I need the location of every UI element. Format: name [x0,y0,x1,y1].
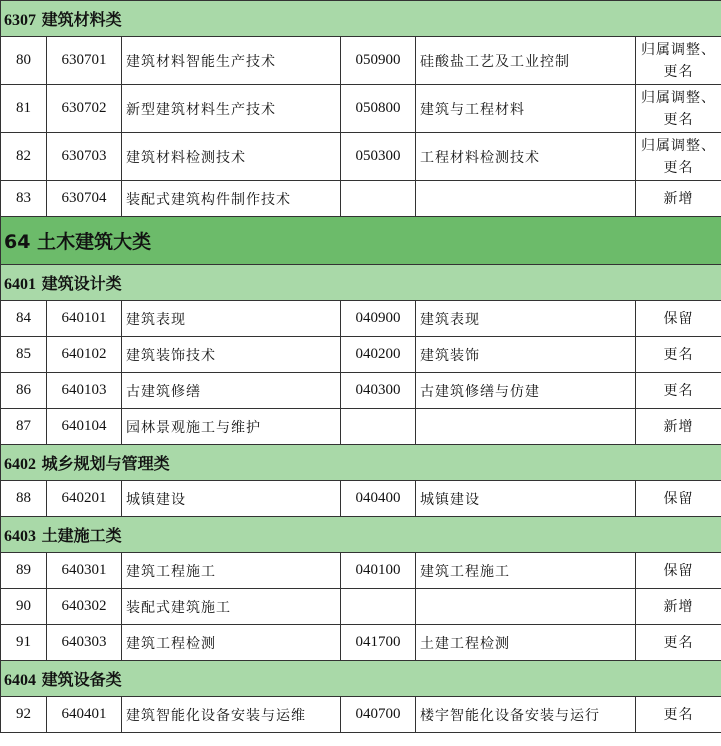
table-row [1,133,721,181]
old-major-code: 040200 [341,337,416,373]
new-major-name: 建筑装饰技术 [122,337,341,373]
old-major-code: 041700 [341,625,416,661]
category-cell [1,445,721,481]
old-major-name: 土建工程检测 [416,625,636,661]
category-title: 建筑设计类 [41,274,122,293]
old-major-name [416,409,636,445]
new-major-name: 建筑工程施工 [122,553,341,589]
old-major-code [341,181,416,217]
change-note: 保留 [636,301,721,337]
change-note: 更名 [636,373,721,409]
row-number: 92 [1,697,47,733]
change-note: 更名 [636,625,721,661]
old-major-name: 建筑表现 [416,301,636,337]
new-major-name: 新型建筑材料生产技术 [122,85,341,133]
category-row [1,517,721,553]
change-note: 更名 [636,697,721,733]
row-number: 90 [1,589,47,625]
new-major-code: 640201 [47,481,122,517]
old-major-code: 050300 [341,133,416,181]
table-row [1,337,721,373]
table-row [1,373,721,409]
table-row [1,37,721,85]
category-row [1,265,721,301]
change-note: 新增 [636,409,721,445]
old-major-code: 050800 [341,85,416,133]
change-note: 归属调整、更名 [636,37,721,85]
row-number: 82 [1,133,47,181]
table-row [1,301,721,337]
new-major-code: 630704 [47,181,122,217]
new-major-name: 装配式建筑施工 [122,589,341,625]
new-major-name: 建筑工程检测 [122,625,341,661]
row-number: 85 [1,337,47,373]
old-major-name [416,589,636,625]
old-major-name: 建筑工程施工 [416,553,636,589]
old-major-code [341,589,416,625]
row-number: 80 [1,37,47,85]
change-note: 新增 [636,181,721,217]
old-major-name: 古建筑修缮与仿建 [416,373,636,409]
row-number: 88 [1,481,47,517]
new-major-name: 园林景观施工与维护 [122,409,341,445]
row-number: 89 [1,553,47,589]
category-code: 6401 [4,276,36,293]
new-major-name: 古建筑修缮 [122,373,341,409]
new-major-name: 建筑智能化设备安装与运维 [122,697,341,733]
new-major-code: 630702 [47,85,122,133]
category-cell [1,265,721,301]
category-row [1,445,721,481]
category-title: 城乡规划与管理类 [41,454,170,473]
category-code: 6403 [4,528,36,545]
category-cell [1,517,721,553]
new-major-code: 640401 [47,697,122,733]
category-cell [1,1,721,37]
change-note: 更名 [636,337,721,373]
category-code: 6307 [4,12,36,29]
category-title: 建筑材料类 [41,10,122,29]
row-number: 86 [1,373,47,409]
table-row [1,409,721,445]
old-major-code: 040400 [341,481,416,517]
row-number: 84 [1,301,47,337]
old-major-code [341,409,416,445]
table-row [1,589,721,625]
category-code: 6404 [4,672,36,689]
old-major-name: 城镇建设 [416,481,636,517]
new-major-name: 装配式建筑构件制作技术 [122,181,341,217]
row-number: 81 [1,85,47,133]
row-number: 83 [1,181,47,217]
category-code: 6402 [4,456,36,473]
table-row [1,481,721,517]
change-note: 归属调整、更名 [636,133,721,181]
row-number: 91 [1,625,47,661]
category-cell [1,661,721,697]
old-major-name: 楼宇智能化设备安装与运行 [416,697,636,733]
new-major-name: 建筑材料检测技术 [122,133,341,181]
new-major-code: 640104 [47,409,122,445]
new-major-code: 640302 [47,589,122,625]
old-major-name: 工程材料检测技术 [416,133,636,181]
table-row [1,625,721,661]
new-major-code: 640103 [47,373,122,409]
category-code: 64 [4,231,31,253]
old-major-code: 040300 [341,373,416,409]
row-number: 87 [1,409,47,445]
new-major-code: 630701 [47,37,122,85]
new-major-name: 建筑材料智能生产技术 [122,37,341,85]
table-row [1,553,721,589]
table-row [1,697,721,733]
table-row [1,85,721,133]
change-note: 保留 [636,481,721,517]
old-major-code: 040900 [341,301,416,337]
old-major-code: 050900 [341,37,416,85]
old-major-name [416,181,636,217]
major-category-cell [1,217,721,265]
category-title: 土建施工类 [41,526,122,545]
old-major-code: 040700 [341,697,416,733]
new-major-name: 建筑表现 [122,301,341,337]
category-row [1,1,721,37]
table-row [1,181,721,217]
category-row [1,661,721,697]
change-note: 保留 [636,553,721,589]
category-title: 土木建筑大类 [37,231,152,253]
change-note: 归属调整、更名 [636,85,721,133]
old-major-name: 建筑装饰 [416,337,636,373]
new-major-code: 630703 [47,133,122,181]
catalog-table-body [1,1,721,733]
new-major-code: 640101 [47,301,122,337]
new-major-code: 640301 [47,553,122,589]
new-major-code: 640102 [47,337,122,373]
old-major-code: 040100 [341,553,416,589]
category-title: 建筑设备类 [41,670,122,689]
old-major-name: 硅酸盐工艺及工业控制 [416,37,636,85]
new-major-code: 640303 [47,625,122,661]
old-major-name: 建筑与工程材料 [416,85,636,133]
major-category-row [1,217,721,265]
change-note: 新增 [636,589,721,625]
new-major-name: 城镇建设 [122,481,341,517]
